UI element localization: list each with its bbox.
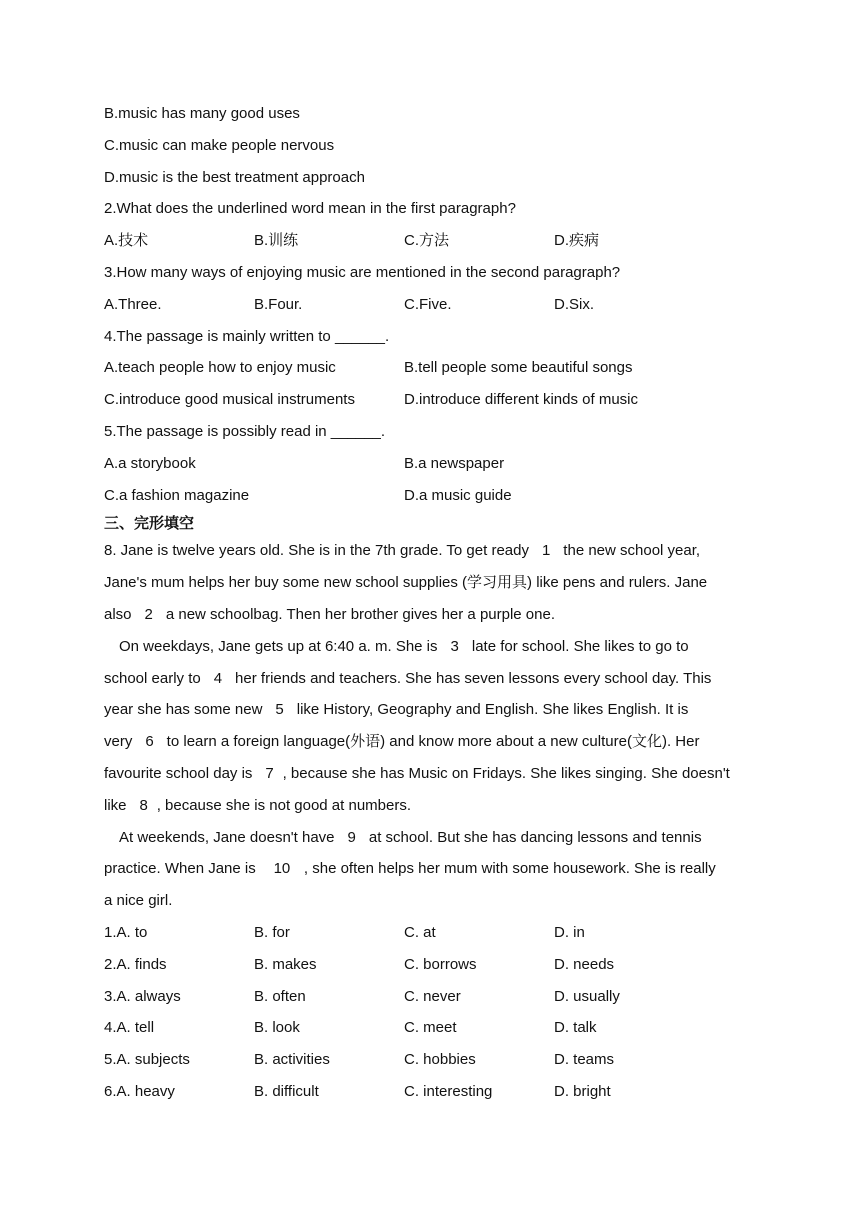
passage-text: very [104,733,137,751]
passage-text: , because she has Music on Fridays. She likes singing. She doesn't [282,764,730,782]
q2-option-c: C.方法 [404,232,450,250]
blank-6: 6 [145,733,154,751]
option-a: 1.A. to [104,923,148,941]
blank-7: 7 [265,764,274,782]
option-c: C. borrows [404,955,477,973]
passage-text: a nice girl. [104,892,173,910]
option-c: C. meet [404,1019,457,1037]
cloze-options [104,917,764,1108]
passage-text: 8. Jane is twelve years old. She is in the 7th grade. To get ready [104,542,534,560]
option-b: B. difficult [254,1082,319,1100]
option-a: 5.A. subjects [104,1051,190,1069]
passage-text: at school. But she has dancing lessons and tennis [364,828,702,846]
cloze-option-row [104,1044,764,1076]
option-d: D. usually [554,987,620,1005]
passage-text: Jane's mum helps her buy some new school supplies (学习用具) like pens and rulers. Jane [104,574,708,592]
passage-text: late for school. She likes to go to [467,637,689,655]
q5-option-a: A.a storybook [104,454,196,472]
option-c: C. never [404,987,461,1005]
blank-1: 1 [541,542,551,560]
q4-options-row1 [104,352,764,384]
q2-question: 2.What does the underlined word mean in the first paragraph? [104,200,516,218]
passage-text: practice. When Jane is [104,860,260,878]
q5-option-b: B.a newspaper [404,454,505,472]
q4-option-c: C.introduce good musical instruments [104,391,355,409]
option-c: C. hobbies [404,1051,476,1069]
passage-text: At weekends, Jane doesn't have [119,828,339,846]
option-a: 6.A. heavy [104,1082,175,1100]
cloze-option-row [104,981,764,1013]
q5-option-d: D.a music guide [404,486,512,504]
blank-8: 8 [139,796,148,814]
option-c: C. interesting [404,1082,493,1100]
option-b: B. for [254,923,290,941]
option-b: B. often [254,987,306,1005]
passage-text: the new school year, [559,542,701,560]
q5-question: 5.The passage is possibly read in ______. [104,422,386,440]
blank-5: 5 [275,701,284,719]
option-b: B. activities [254,1051,330,1069]
q5-options-row1 [104,448,764,480]
option-c: C. at [404,923,436,941]
q2-option-b: B.训练 [254,232,299,250]
passage-text: like [104,796,131,814]
q2-option-a: A.技术 [104,232,149,250]
passage-text: , she often helps her mum with some housework. She is really [303,860,716,878]
blank-3: 3 [450,637,459,655]
cloze-option-row [104,1076,764,1108]
option-d: D. in [554,923,585,941]
cloze-option-row [104,1012,764,1044]
option-a: 3.A. always [104,987,181,1005]
option-d: D. bright [554,1082,611,1100]
q3-option-d: D.Six. [554,295,595,313]
passage-text: like History, Geography and English. She likes English. It is [292,701,689,719]
option-b: B. makes [254,955,317,973]
passage-text: to learn a foreign language(外语) and know more about a new culture(文化). Her [162,733,700,751]
q1-option-c: C.music can make people nervous [104,136,335,154]
passage-text: also [104,605,136,623]
option-d: D. talk [554,1019,597,1037]
q1-option-d: D.music is the best treatment approach [104,168,365,186]
passage-text: year she has some new [104,701,267,719]
passage-text: school early to [104,669,205,687]
q2-options [104,225,764,257]
q3-question: 3.How many ways of enjoying music are mentioned in the second paragraph? [104,263,621,281]
option-a: 4.A. tell [104,1019,155,1037]
cloze-option-row [104,949,764,981]
cloze-option-row [104,917,764,949]
q3-option-a: A.Three. [104,295,162,313]
q4-question: 4.The passage is mainly written to ______. [104,327,390,345]
passage-text: favourite school day is [104,764,257,782]
cloze-passage [104,535,764,917]
q4-option-b: B.tell people some beautiful songs [404,359,633,377]
passage-text: her friends and teachers. She has seven lessons every school day. This [230,669,712,687]
option-d: D. needs [554,955,615,973]
option-a: 2.A. finds [104,955,167,973]
q2-option-d: D.疾病 [554,232,600,250]
blank-4: 4 [213,669,223,687]
option-b: B. look [254,1019,300,1037]
q5-option-c: C.a fashion magazine [104,486,250,504]
q4-option-d: D.introduce different kinds of music [404,391,639,409]
passage-text: , because she is not good at numbers. [156,796,412,814]
option-d: D. teams [554,1051,615,1069]
section-heading: 三、完形填空 [104,515,195,533]
blank-10: 10 [273,860,291,878]
q5-options-row2 [104,480,764,512]
blank-9: 9 [347,828,356,846]
q1-option-b: B.music has many good uses [104,105,300,122]
q3-options [104,289,764,321]
blank-2: 2 [144,605,153,623]
q4-options-row2 [104,384,764,416]
q3-option-c: C.Five. [404,295,452,313]
q3-option-b: B.Four. [254,295,303,313]
document-page [104,98,764,1108]
q4-option-a: A.teach people how to enjoy music [104,359,336,377]
passage-text: On weekdays, Jane gets up at 6:40 a. m. She is [119,637,442,655]
passage-text: a new schoolbag. Then her brother gives her a purple one. [161,605,555,623]
